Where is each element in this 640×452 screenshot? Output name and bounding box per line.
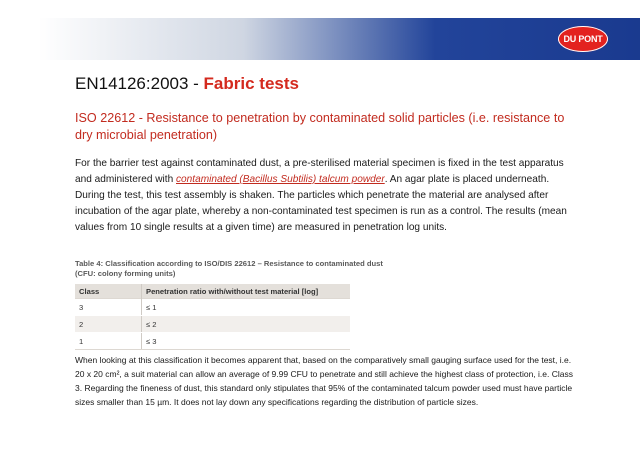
cell-ratio: ≤ 1	[142, 299, 351, 316]
header-band	[0, 18, 640, 60]
table-row	[75, 333, 350, 350]
title-standard: EN14126:2003 -	[75, 74, 204, 93]
test-description-paragraph	[75, 156, 575, 236]
cell-ratio: ≤ 2	[142, 316, 351, 333]
cell-ratio: ≤ 3	[142, 333, 351, 350]
logo-text: DU PONT	[563, 34, 603, 44]
slide-title	[75, 74, 299, 94]
table-header-row	[75, 284, 350, 299]
table-caption-line1: Table 4: Classification according to ISO/DIS 22612 – Resistance to contaminated dust	[75, 259, 383, 268]
cell-class: 1	[75, 333, 142, 350]
cell-class: 2	[75, 316, 142, 333]
cell-class: 3	[75, 299, 142, 316]
table-caption	[75, 259, 475, 279]
header-class: Class	[75, 284, 142, 299]
paragraph1-text-end: . An agar plate is placed underneath. During the test, this test assembly is shaken. The particles which penetrate the material are analysed after incubation of the agar plate, whereby a non-contaminated test specimen is run as a control. The results (mean values from 10 single results at a given time) are measured in penetration log units.	[75, 174, 567, 233]
table-caption-line2: (CFU: colony forming units)	[75, 269, 176, 278]
classification-analysis-paragraph: When looking at this classification it becomes apparent that, based on the comparatively small gauging surface used for the test, i.e. 20 x 20 cm², a suit material can allow an average of 9.99 CFU to penetrate and still achieve the highest class of protection, i.e. Class 3. Regarding the fineness of dust, this standard only stipulates that 95% of the contaminated talcum powder used must have particle sizes smaller than 15 µm. It does not lay down any specifications regarding the distribution of particle sizes.	[75, 355, 573, 407]
header-penetration-ratio: Penetration ratio with/without test material [log]	[142, 284, 351, 299]
classification-table	[75, 284, 350, 350]
slide-subtitle: ISO 22612 - Resistance to penetration by contaminated solid particles (i.e. resistance to dry microbial penetration)	[75, 111, 565, 142]
title-topic: Fabric tests	[203, 74, 299, 93]
table-row	[75, 299, 350, 316]
talcum-powder-link[interactable]: contaminated (Bacillus Subtilis) talcum powder	[176, 174, 385, 185]
table-row	[75, 316, 350, 333]
paragraph1-text-start: For the barrier test against contaminated dust, a pre-sterilised material specimen is fixed in the test apparatus and administered with	[75, 158, 564, 185]
dupont-logo	[558, 26, 608, 52]
